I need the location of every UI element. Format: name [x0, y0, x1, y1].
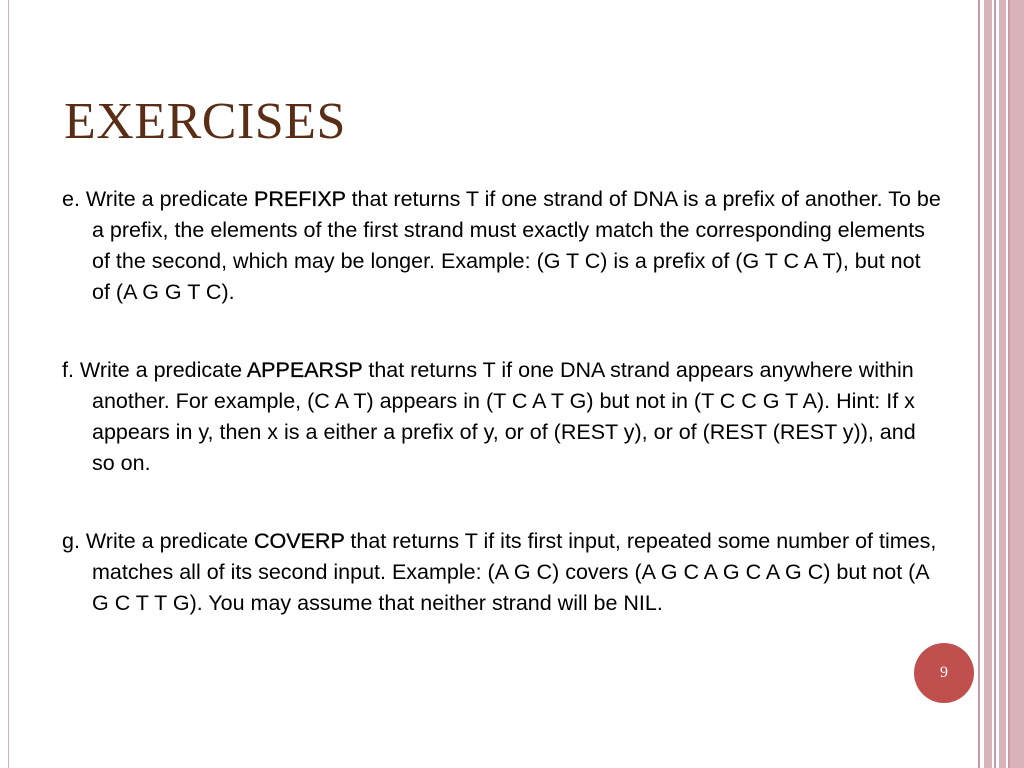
exercise-g-prefix: g. Write a predicate — [62, 529, 254, 553]
slide-title: EXERCISES — [64, 93, 346, 150]
right-stripe-2 — [984, 0, 992, 768]
exercise-g-keyword: COVERP — [254, 529, 345, 553]
exercise-f-text: that returns T if one DNA strand appears anywhere within another. For example, (C A T) appears in (T C A T G) but not in (T C C G T A). Hint: If x appears in y, then x is a either a prefix of y, or of (REST y), or of (REST (REST y)), and so on. — [92, 358, 916, 475]
left-border-line — [8, 0, 9, 768]
exercise-e-text: that returns T if one strand of DNA is a prefix of another. To be a prefix, the elements of the first strand must exactly match the corresponding elements of the second, which may be longer. Example: (G T C) is a prefix of (G T C A T), but not of (A G G T C). — [92, 187, 941, 304]
exercise-e-prefix: e. Write a predicate — [62, 187, 254, 211]
exercise-f — [62, 355, 942, 479]
exercise-f-prefix: f. Write a predicate — [62, 358, 247, 382]
slide-body — [62, 184, 942, 666]
exercise-e-keyword: PREFIXP — [254, 187, 346, 211]
right-stripe-5 — [1010, 0, 1024, 768]
exercise-g — [62, 526, 942, 619]
right-stripe-1 — [978, 0, 980, 768]
page-number-badge — [914, 643, 974, 703]
right-stripe-4 — [999, 0, 1006, 768]
exercise-g-text: that returns T if its first input, repeated some number of times, matches all of its second input. Example: (A G C) covers (A G C A G C A G C) but not (A G C T T G). You may assume that neither strand will be NIL. — [92, 529, 937, 615]
exercise-f-keyword: APPEARSP — [246, 358, 363, 382]
page-number: 9 — [940, 664, 948, 681]
right-stripe-3 — [994, 0, 996, 768]
exercise-e — [62, 184, 942, 308]
